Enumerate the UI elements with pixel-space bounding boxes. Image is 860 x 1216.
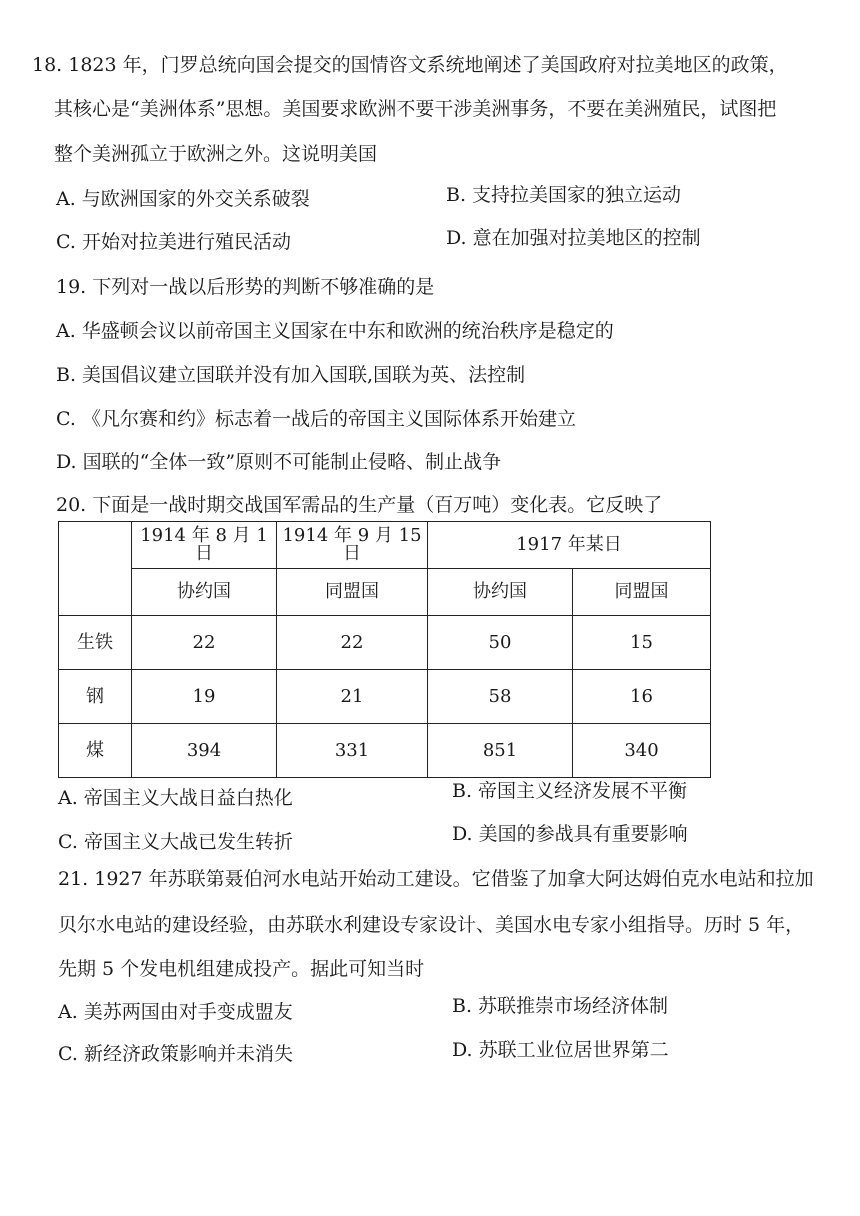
q18-option-a: A. 与欧洲国家的外交关系破裂 [56,188,310,210]
production-table [58,521,711,778]
table-row-label: 生铁 [59,616,132,670]
table-group-header: 协约国 [428,569,573,616]
table-date-header: 1914 年 9 月 15 日 [277,522,428,569]
table-cell: 15 [573,616,711,670]
q21-option-b: B. 苏联推崇市场经济体制 [452,995,669,1017]
table-cell: 16 [573,670,711,724]
q18-option-d: D. 意在加强对拉美地区的控制 [446,227,701,249]
table-row-label: 煤 [59,724,132,778]
q19-option-b: B. 美国倡议建立国联并没有加入国联,国联为英、法控制 [56,364,526,386]
q20-option-b: B. 帝国主义经济发展不平衡 [452,780,688,802]
q18-stem-line-3: 整个美洲孤立于欧洲之外。这说明美国 [54,143,378,165]
table-group-header: 同盟国 [277,569,428,616]
q19-option-d: D. 国联的“全体一致”原则不可能制止侵略、制止战争 [56,451,502,473]
q21-option-c: C. 新经济政策影响并未消失 [58,1043,293,1065]
table-cell: 21 [277,670,428,724]
q20-stem: 20. 下面是一战时期交战国军需品的生产量（百万吨）变化表。它反映了 [56,494,663,516]
table-date-header: 1914 年 8 月 1 日 [132,522,277,569]
q18-option-c: C. 开始对拉美进行殖民活动 [56,231,291,253]
table-cell: 22 [132,616,277,670]
q20-option-d: D. 美国的参战具有重要影响 [452,823,688,845]
table-row [59,670,711,724]
q18-stem-line-2: 其核心是“美洲体系”思想。美国要求欧洲不要干涉美洲事务，不要在美洲殖民，试图把 [54,98,777,120]
table-group-header: 协约国 [132,569,277,616]
q21-option-a: A. 美苏两国由对手变成盟友 [58,1001,293,1023]
table-cell: 340 [573,724,711,778]
q21-stem-line-1: 21. 1927 年苏联第聂伯河水电站开始动工建设。它借鉴了加拿大阿达姆伯克水电站和拉加 [58,868,814,890]
q18-option-b: B. 支持拉美国家的独立运动 [446,184,682,206]
table-cell: 331 [277,724,428,778]
table-cell: 851 [428,724,573,778]
table-group-header: 同盟国 [573,569,711,616]
table-cell: 50 [428,616,573,670]
table-corner-cell [59,522,132,616]
q19-stem: 19. 下列对一战以后形势的判断不够准确的是 [56,276,435,298]
table-cell: 22 [277,616,428,670]
q21-stem-line-2: 贝尔水电站的建设经验，由苏联水利建设专家设计、美国水电专家小组指导。历时 5 年， [58,914,805,936]
table-date-header: 1917 年某日 [428,522,711,569]
table-row [59,724,711,778]
q21-stem-line-3: 先期 5 个发电机组建成投产。据此可知当时 [58,958,425,980]
q18-stem-line-1: 18. 1823 年，门罗总统向国会提交的国情咨文系统地阐述了美国政府对拉美地区的政策， [32,54,788,76]
q20-option-c: C. 帝国主义大战已发生转折 [58,831,293,853]
q20-option-a: A. 帝国主义大战日益白热化 [58,787,293,809]
q21-option-d: D. 苏联工业位居世界第二 [452,1039,669,1061]
table-cell: 394 [132,724,277,778]
table-row [59,616,711,670]
q19-option-c: C. 《凡尔赛和约》标志着一战后的帝国主义国际体系开始建立 [56,408,576,430]
q19-option-a: A. 华盛顿会议以前帝国主义国家在中东和欧洲的统治秩序是稳定的 [56,320,614,342]
table-cell: 19 [132,670,277,724]
table-cell: 58 [428,670,573,724]
table-row-label: 钢 [59,670,132,724]
